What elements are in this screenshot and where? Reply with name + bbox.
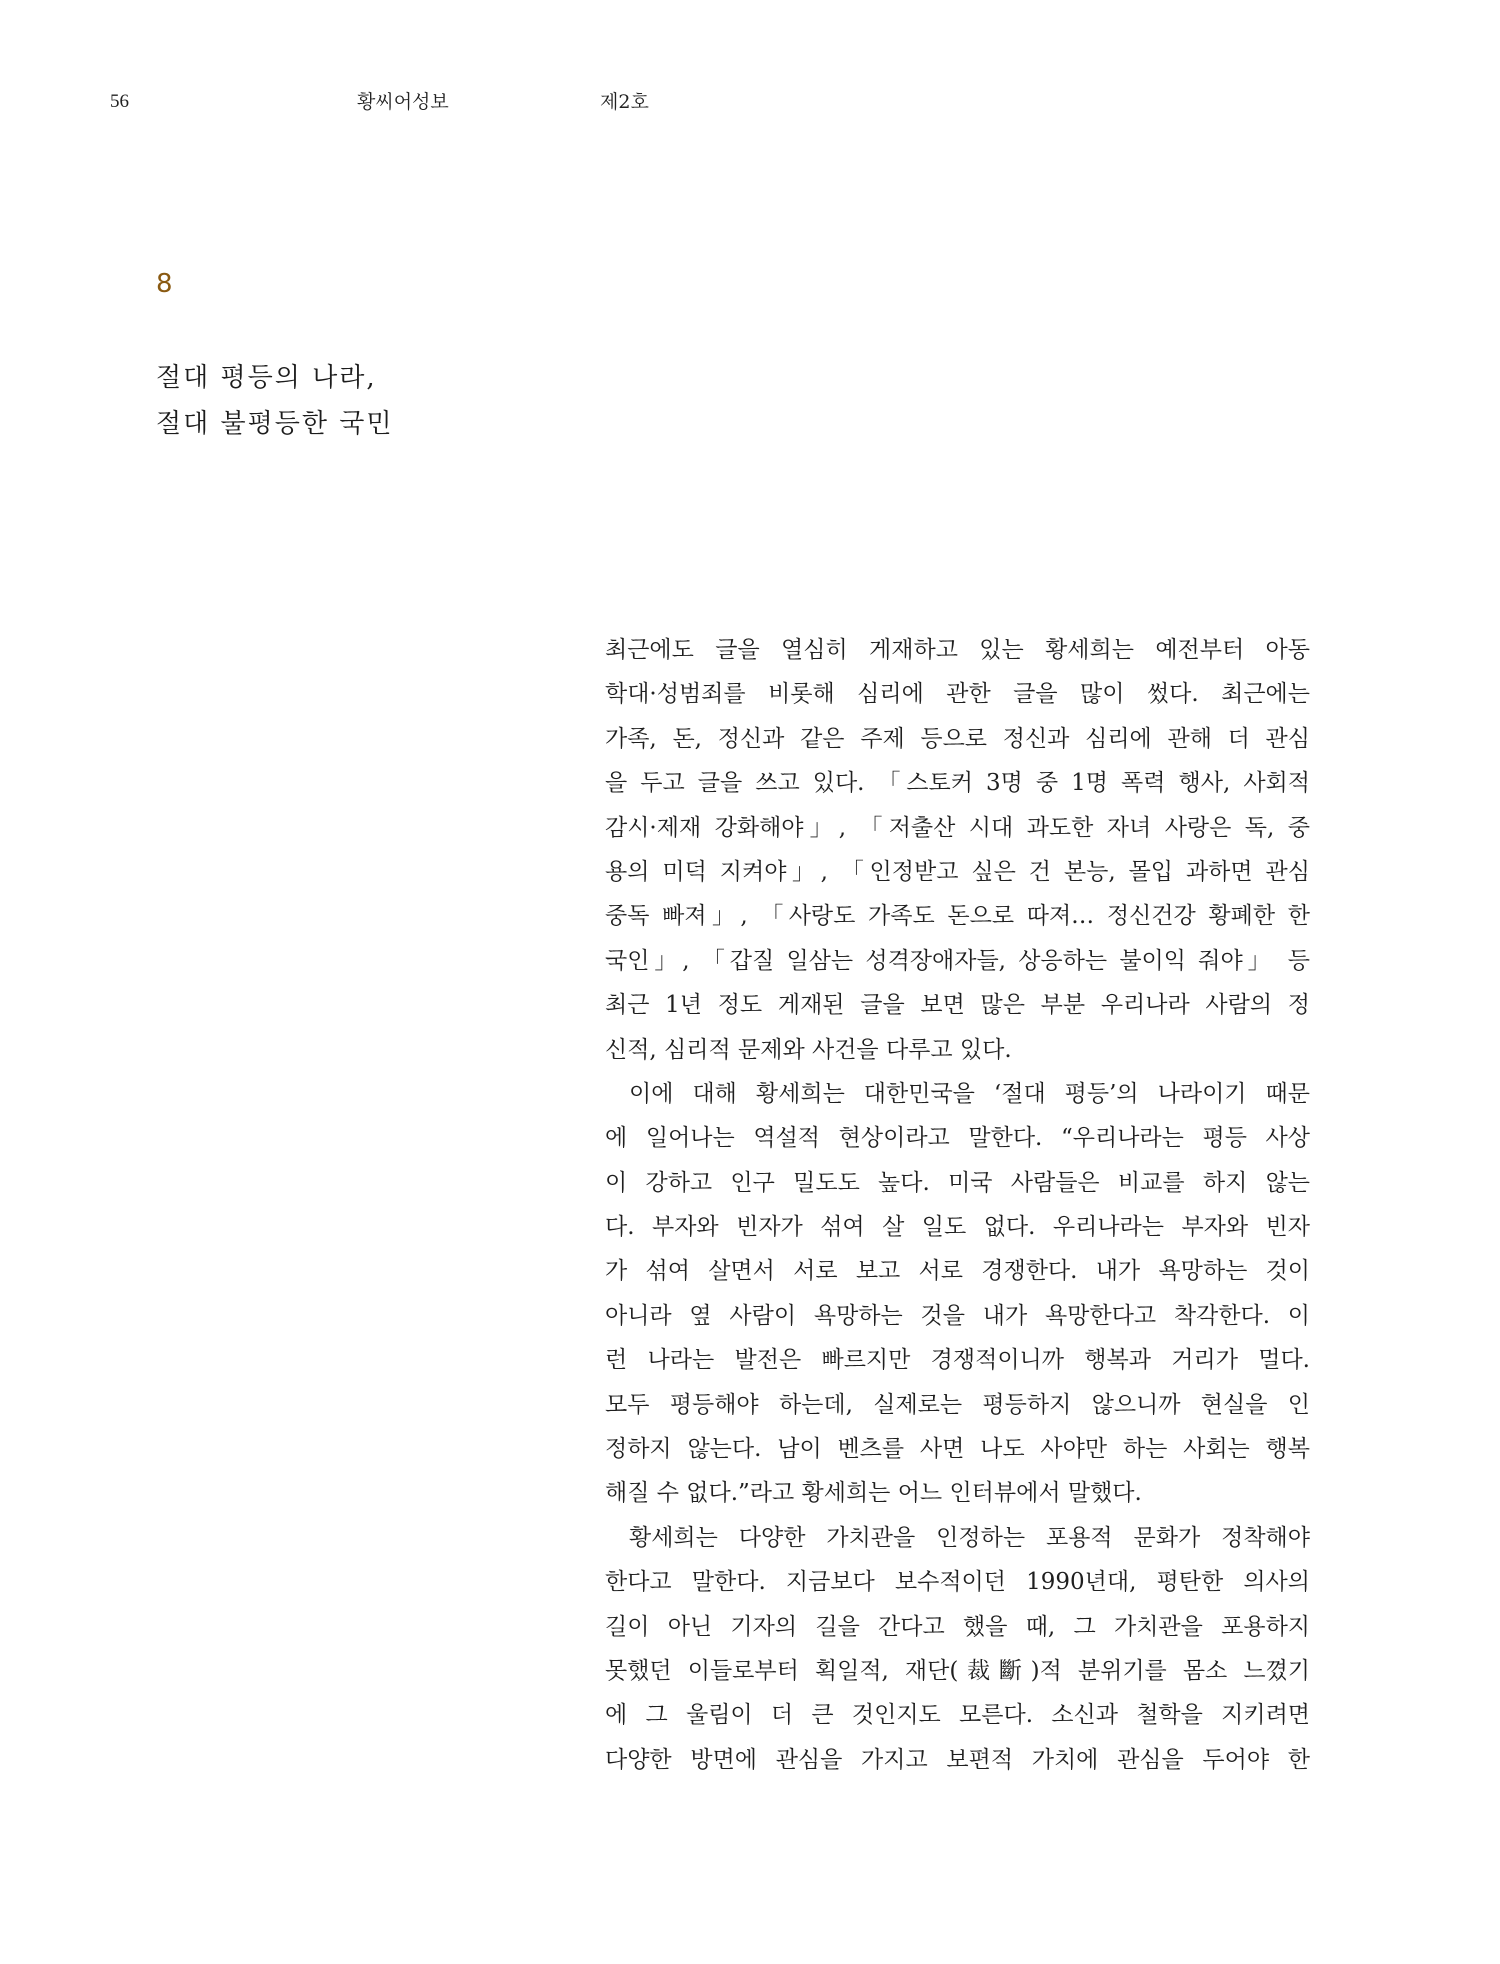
body-line: 에 일어나는 역설적 현상이라고 말한다. “우리나라는 평등 사상 [605, 1125, 1310, 1152]
body-line: 황세희는 다양한 가치관을 인정하는 포용적 문화가 정착해야 [629, 1524, 1310, 1551]
body-line: 다양한 방면에 관심을 가지고 보편적 가치에 관심을 두어야 한 [605, 1746, 1310, 1773]
body-line: 길이 아닌 기자의 길을 간다고 했을 때, 그 가치관을 포용하지 [605, 1613, 1310, 1640]
body-line: 에 그 울림이 더 큰 것인지도 모른다. 소신과 철학을 지키려면 [605, 1702, 1310, 1729]
body-line: 해질 수 없다.”라고 황세희는 어느 인터뷰에서 말했다. [605, 1480, 1142, 1507]
body-text [605, 628, 1310, 1782]
section-title-line: 절대 평등의 나라, [156, 363, 377, 393]
body-line: 최근에도 글을 열심히 게재하고 있는 황세희는 예전부터 아동 [605, 637, 1310, 663]
issue-label: 제2호 [600, 91, 649, 113]
body-line: 이 강하고 인구 밀도도 높다. 미국 사람들은 비교를 하지 않는 [605, 1169, 1310, 1196]
body-line: 가 섞여 살면서 서로 보고 서로 경쟁한다. 내가 욕망하는 것이 [605, 1258, 1310, 1285]
body-line: 가족, 돈, 정신과 같은 주제 등으로 정신과 심리에 관해 더 관심 [605, 725, 1310, 752]
chapter-number: 8 [156, 269, 173, 299]
running-title: 황씨어성보 [357, 91, 449, 113]
page-number: 56 [110, 91, 129, 112]
body-line: 아니라 옆 사람이 욕망하는 것을 내가 욕망한다고 착각한다. 이 [605, 1302, 1310, 1329]
body-line: 런 나라는 발전은 빠르지만 경쟁적이니까 행복과 거리가 멀다. [605, 1347, 1310, 1374]
body-line: 이에 대해 황세희는 대한민국을 ‘절대 평등’의 나라이기 때문 [629, 1080, 1310, 1107]
section-title [156, 355, 516, 447]
body-line: 중독 빠져」, 「사랑도 가족도 돈으로 따져… 정신건강 황폐한 한 [605, 903, 1310, 930]
body-line: 최근 1년 정도 게재된 글을 보면 많은 부분 우리나라 사람의 정 [605, 992, 1310, 1019]
section-title-line: 절대 불평등한 국민 [156, 409, 394, 439]
body-line: 한다고 말한다. 지금보다 보수적이던 1990년대, 평탄한 의사의 [605, 1569, 1310, 1596]
body-line: 못했던 이들로부터 획일적, 재단(裁斷)적 분위기를 몸소 느꼈기 [605, 1657, 1310, 1684]
body-line: 감시·제재 강화해야」, 「저출산 시대 과도한 자녀 사랑은 독, 중 [605, 814, 1310, 841]
body-line: 정하지 않는다. 남이 벤츠를 사면 나도 사야만 하는 사회는 행복 [605, 1436, 1310, 1463]
body-line: 학대·성범죄를 비롯해 심리에 관한 글을 많이 썼다. 최근에는 [605, 681, 1310, 708]
body-line: 을 두고 글을 쓰고 있다. 「스토커 3명 중 1명 폭력 행사, 사회적 [605, 770, 1310, 797]
body-line: 모두 평등해야 하는데, 실제로는 평등하지 않으니까 현실을 인 [605, 1391, 1310, 1418]
body-line: 다. 부자와 빈자가 섞여 살 일도 없다. 우리나라는 부자와 빈자 [605, 1214, 1310, 1241]
body-line: 용의 미덕 지켜야」, 「인정받고 싶은 건 본능, 몰입 과하면 관심 [605, 858, 1310, 885]
body-line: 신적, 심리적 문제와 사건을 다루고 있다. [605, 1036, 1012, 1063]
body-line: 국인」, 「갑질 일삼는 성격장애자들, 상응하는 불이익 줘야」 등 [605, 947, 1310, 974]
